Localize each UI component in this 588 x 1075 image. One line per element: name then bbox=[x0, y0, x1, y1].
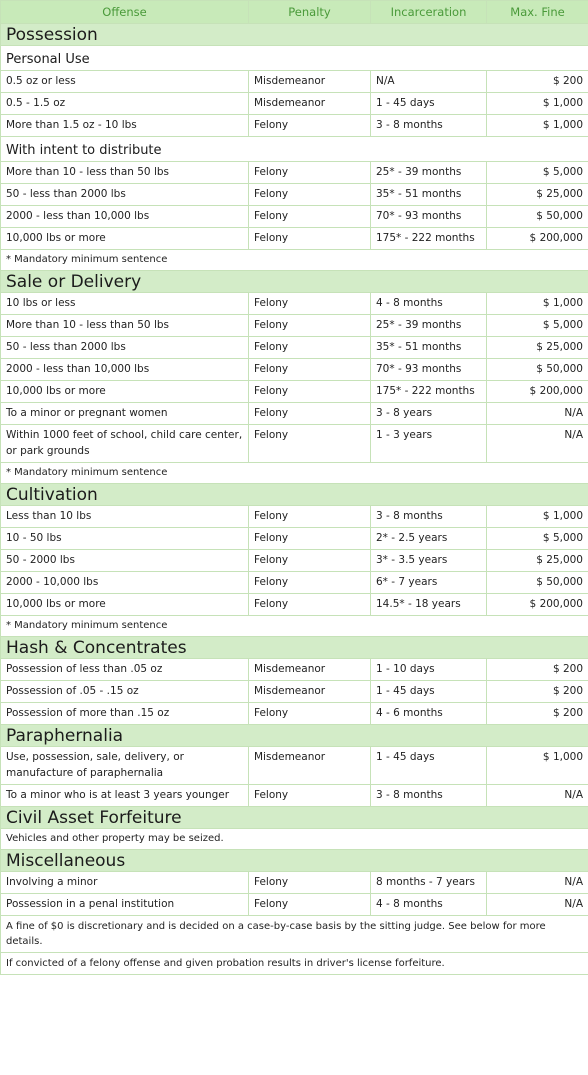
offense-cell: Possession of .05 - .15 oz bbox=[1, 681, 249, 703]
fine-cell: $ 5,000 bbox=[487, 528, 588, 550]
subsection-intent-to-distribute bbox=[1, 137, 588, 162]
offense-cell: 50 - less than 2000 lbs bbox=[1, 184, 249, 206]
incarceration-cell: 14.5* - 18 years bbox=[371, 594, 487, 616]
incarceration-cell: 4 - 6 months bbox=[371, 703, 487, 725]
penalty-cell: Felony bbox=[249, 162, 371, 184]
penalty-cell: Felony bbox=[249, 785, 371, 807]
fine-cell: $ 50,000 bbox=[487, 572, 588, 594]
offense-cell: More than 1.5 oz - 10 lbs bbox=[1, 115, 249, 137]
incarceration-cell: 2* - 2.5 years bbox=[371, 528, 487, 550]
section-title: Possession bbox=[1, 24, 588, 46]
penalty-cell: Felony bbox=[249, 594, 371, 616]
incarceration-cell: 175* - 222 months bbox=[371, 228, 487, 250]
incarceration-cell: 1 - 3 years bbox=[371, 425, 487, 463]
section-title: Hash & Concentrates bbox=[1, 637, 588, 659]
fine-cell: N/A bbox=[487, 894, 588, 916]
fine-cell: $ 1,000 bbox=[487, 293, 588, 315]
fine-cell: $ 1,000 bbox=[487, 506, 588, 528]
section-title: Cultivation bbox=[1, 484, 588, 506]
offense-cell: More than 10 - less than 50 lbs bbox=[1, 162, 249, 184]
offense-cell: Involving a minor bbox=[1, 872, 249, 894]
footnote-row bbox=[1, 250, 588, 271]
offense-cell: Within 1000 feet of school, child care center, or park grounds bbox=[1, 425, 249, 463]
subsection-personal-use bbox=[1, 46, 588, 71]
table-row bbox=[1, 659, 588, 681]
forfeiture-row bbox=[1, 829, 588, 850]
offense-cell: 50 - less than 2000 lbs bbox=[1, 337, 249, 359]
penalty-cell: Felony bbox=[249, 184, 371, 206]
offense-cell: To a minor who is at least 3 years younger bbox=[1, 785, 249, 807]
header-offense: Offense bbox=[1, 1, 249, 24]
incarceration-cell: 70* - 93 months bbox=[371, 206, 487, 228]
fine-cell: $ 25,000 bbox=[487, 550, 588, 572]
fine-cell: N/A bbox=[487, 872, 588, 894]
header-penalty: Penalty bbox=[249, 1, 371, 24]
offense-cell: 10 - 50 lbs bbox=[1, 528, 249, 550]
offense-cell: Less than 10 lbs bbox=[1, 506, 249, 528]
fine-cell: $ 5,000 bbox=[487, 162, 588, 184]
fine-cell: $ 200 bbox=[487, 681, 588, 703]
fine-discretion-note: A fine of $0 is discretionary and is decided on a case-by-case basis by the sitting judge. See below for more details. bbox=[1, 916, 588, 953]
offense-cell: 2000 - less than 10,000 lbs bbox=[1, 206, 249, 228]
offense-cell: Possession of more than .15 oz bbox=[1, 703, 249, 725]
fine-cell: $ 200,000 bbox=[487, 228, 588, 250]
offense-cell: 0.5 - 1.5 oz bbox=[1, 93, 249, 115]
penalty-cell: Felony bbox=[249, 206, 371, 228]
section-title: Miscellaneous bbox=[1, 850, 588, 872]
incarceration-cell: 4 - 8 months bbox=[371, 293, 487, 315]
table-row bbox=[1, 293, 588, 315]
penalty-cell: Misdemeanor bbox=[249, 659, 371, 681]
fine-cell: $ 200 bbox=[487, 703, 588, 725]
incarceration-cell: 3* - 3.5 years bbox=[371, 550, 487, 572]
incarceration-cell: 4 - 8 months bbox=[371, 894, 487, 916]
offense-cell: Possession of less than .05 oz bbox=[1, 659, 249, 681]
incarceration-cell: 6* - 7 years bbox=[371, 572, 487, 594]
fine-cell: N/A bbox=[487, 785, 588, 807]
fine-cell: $ 50,000 bbox=[487, 359, 588, 381]
section-title: Sale or Delivery bbox=[1, 271, 588, 293]
fine-cell: $ 1,000 bbox=[487, 93, 588, 115]
penalty-cell: Felony bbox=[249, 315, 371, 337]
penalty-cell: Felony bbox=[249, 403, 371, 425]
penalty-cell: Felony bbox=[249, 381, 371, 403]
table-row bbox=[1, 228, 588, 250]
fine-cell: $ 200,000 bbox=[487, 381, 588, 403]
table-row bbox=[1, 747, 588, 785]
penalty-cell: Misdemeanor bbox=[249, 747, 371, 785]
incarceration-cell: 35* - 51 months bbox=[371, 337, 487, 359]
table-row bbox=[1, 528, 588, 550]
table-row bbox=[1, 93, 588, 115]
incarceration-cell: 3 - 8 months bbox=[371, 115, 487, 137]
footnote-row bbox=[1, 463, 588, 484]
incarceration-cell: 1 - 45 days bbox=[371, 747, 487, 785]
subsection-title: With intent to distribute bbox=[1, 137, 588, 162]
section-civil-asset-forfeiture bbox=[1, 807, 588, 829]
license-forfeiture-note: If convicted of a felony offense and given probation results in driver's license forfeiture. bbox=[1, 953, 588, 975]
fine-cell: $ 25,000 bbox=[487, 184, 588, 206]
penalty-cell: Felony bbox=[249, 528, 371, 550]
penalty-cell: Felony bbox=[249, 337, 371, 359]
incarceration-cell: 8 months - 7 years bbox=[371, 872, 487, 894]
fine-cell: $ 1,000 bbox=[487, 115, 588, 137]
fine-cell: $ 200 bbox=[487, 659, 588, 681]
table-row bbox=[1, 206, 588, 228]
penalty-cell: Felony bbox=[249, 115, 371, 137]
offense-cell: 10,000 lbs or more bbox=[1, 594, 249, 616]
table-row bbox=[1, 403, 588, 425]
section-paraphernalia bbox=[1, 725, 588, 747]
table-row bbox=[1, 359, 588, 381]
fine-cell: $ 5,000 bbox=[487, 315, 588, 337]
table-row bbox=[1, 115, 588, 137]
section-cultivation bbox=[1, 484, 588, 506]
fine-cell: $ 200 bbox=[487, 71, 588, 93]
fine-cell: $ 1,000 bbox=[487, 747, 588, 785]
footnote-row bbox=[1, 953, 588, 975]
penalty-cell: Misdemeanor bbox=[249, 71, 371, 93]
incarceration-cell: 70* - 93 months bbox=[371, 359, 487, 381]
penalty-cell: Misdemeanor bbox=[249, 681, 371, 703]
header-incarceration: Incarceration bbox=[371, 1, 487, 24]
section-title: Civil Asset Forfeiture bbox=[1, 807, 588, 829]
section-miscellaneous bbox=[1, 850, 588, 872]
offense-cell: 10,000 lbs or more bbox=[1, 228, 249, 250]
table-row bbox=[1, 550, 588, 572]
incarceration-cell: 1 - 45 days bbox=[371, 681, 487, 703]
fine-cell: N/A bbox=[487, 403, 588, 425]
offense-cell: 10 lbs or less bbox=[1, 293, 249, 315]
incarceration-cell: 1 - 10 days bbox=[371, 659, 487, 681]
fine-cell: N/A bbox=[487, 425, 588, 463]
incarceration-cell: 3 - 8 years bbox=[371, 403, 487, 425]
section-sale-or-delivery bbox=[1, 271, 588, 293]
table-row bbox=[1, 572, 588, 594]
penalty-cell: Felony bbox=[249, 359, 371, 381]
table-row bbox=[1, 785, 588, 807]
table-row bbox=[1, 184, 588, 206]
fine-cell: $ 200,000 bbox=[487, 594, 588, 616]
offense-cell: 50 - 2000 lbs bbox=[1, 550, 249, 572]
table-row bbox=[1, 894, 588, 916]
offense-cell: Use, possession, sale, delivery, or manufacture of paraphernalia bbox=[1, 747, 249, 785]
table-row bbox=[1, 315, 588, 337]
penalty-cell: Felony bbox=[249, 894, 371, 916]
fine-cell: $ 50,000 bbox=[487, 206, 588, 228]
penalty-cell: Felony bbox=[249, 506, 371, 528]
penalty-cell: Misdemeanor bbox=[249, 93, 371, 115]
offense-cell: 0.5 oz or less bbox=[1, 71, 249, 93]
table-row bbox=[1, 872, 588, 894]
mandatory-minimum-note: * Mandatory minimum sentence bbox=[1, 616, 588, 637]
incarceration-cell: 25* - 39 months bbox=[371, 162, 487, 184]
table-header-row bbox=[1, 1, 588, 24]
table-row bbox=[1, 381, 588, 403]
penalty-cell: Felony bbox=[249, 572, 371, 594]
table-row bbox=[1, 337, 588, 359]
incarceration-cell: 3 - 8 months bbox=[371, 785, 487, 807]
penalty-cell: Felony bbox=[249, 228, 371, 250]
offense-cell: 2000 - 10,000 lbs bbox=[1, 572, 249, 594]
incarceration-cell: 3 - 8 months bbox=[371, 506, 487, 528]
offense-cell: 2000 - less than 10,000 lbs bbox=[1, 359, 249, 381]
header-max-fine: Max. Fine bbox=[487, 1, 588, 24]
incarceration-cell: 25* - 39 months bbox=[371, 315, 487, 337]
penalty-cell: Felony bbox=[249, 872, 371, 894]
section-title: Paraphernalia bbox=[1, 725, 588, 747]
incarceration-cell: 35* - 51 months bbox=[371, 184, 487, 206]
offense-cell: Possession in a penal institution bbox=[1, 894, 249, 916]
table-row bbox=[1, 162, 588, 184]
penalty-cell: Felony bbox=[249, 293, 371, 315]
footnote-row bbox=[1, 616, 588, 637]
penalty-cell: Felony bbox=[249, 425, 371, 463]
table-row bbox=[1, 506, 588, 528]
incarceration-cell: 1 - 45 days bbox=[371, 93, 487, 115]
incarceration-cell: N/A bbox=[371, 71, 487, 93]
forfeiture-text: Vehicles and other property may be seized. bbox=[1, 829, 588, 850]
table-row bbox=[1, 681, 588, 703]
mandatory-minimum-note: * Mandatory minimum sentence bbox=[1, 250, 588, 271]
penalty-cell: Felony bbox=[249, 703, 371, 725]
footnote-row bbox=[1, 916, 588, 953]
offense-cell: More than 10 - less than 50 lbs bbox=[1, 315, 249, 337]
table-row bbox=[1, 703, 588, 725]
table-row bbox=[1, 425, 588, 463]
mandatory-minimum-note: * Mandatory minimum sentence bbox=[1, 463, 588, 484]
table-row bbox=[1, 594, 588, 616]
section-possession bbox=[1, 24, 588, 46]
incarceration-cell: 175* - 222 months bbox=[371, 381, 487, 403]
table-row bbox=[1, 71, 588, 93]
subsection-title: Personal Use bbox=[1, 46, 588, 71]
offense-cell: 10,000 lbs or more bbox=[1, 381, 249, 403]
fine-cell: $ 25,000 bbox=[487, 337, 588, 359]
offense-cell: To a minor or pregnant women bbox=[1, 403, 249, 425]
section-hash-concentrates bbox=[1, 637, 588, 659]
penalty-cell: Felony bbox=[249, 550, 371, 572]
